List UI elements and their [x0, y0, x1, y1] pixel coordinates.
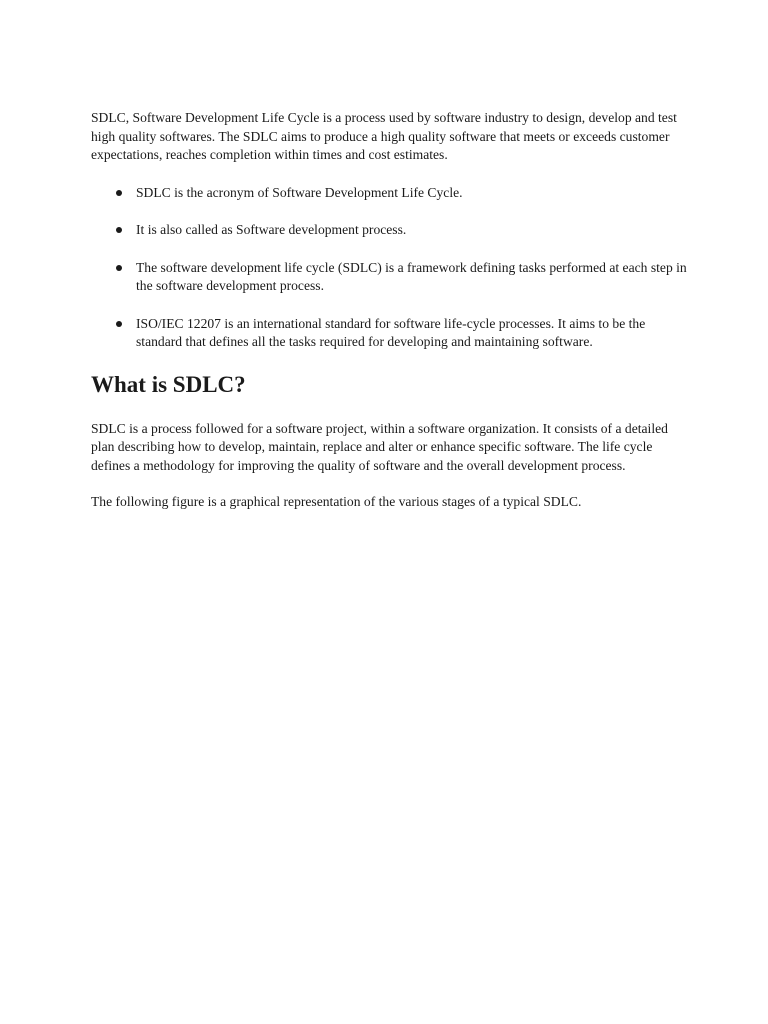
section-heading: What is SDLC? — [91, 371, 246, 397]
bullet-list — [91, 184, 691, 352]
list-item: It is also called as Software development process. — [136, 221, 691, 240]
list-item: SDLC is the acronym of Software Development Life Cycle. — [136, 184, 691, 203]
figure-caption: The following figure is a graphical representation of the various stages of a typical SDLC. — [91, 494, 582, 509]
list-item: The software development life cycle (SDLC) is a framework defining tasks performed at each step in the software development process. — [136, 259, 691, 296]
intro-paragraph: SDLC, Software Development Life Cycle is a process used by software industry to design, develop and test high quality softwares. The SDLC aims to produce a high quality software that meets or exceeds customer expectations, reaches completion within times and cost estimates. — [91, 110, 677, 162]
body-paragraph: SDLC is a process followed for a software project, within a software organization. It consists of a detailed plan describing how to develop, maintain, replace and alter or enhance specific software. The life cycle defines a methodology for improving the quality of software and the overall development process. — [91, 420, 668, 473]
document-page — [91, 109, 691, 512]
list-item: ISO/IEC 12207 is an international standard for software life-cycle processes. It aims to be the standard that defines all the tasks required for developing and maintaining software. — [136, 315, 691, 352]
